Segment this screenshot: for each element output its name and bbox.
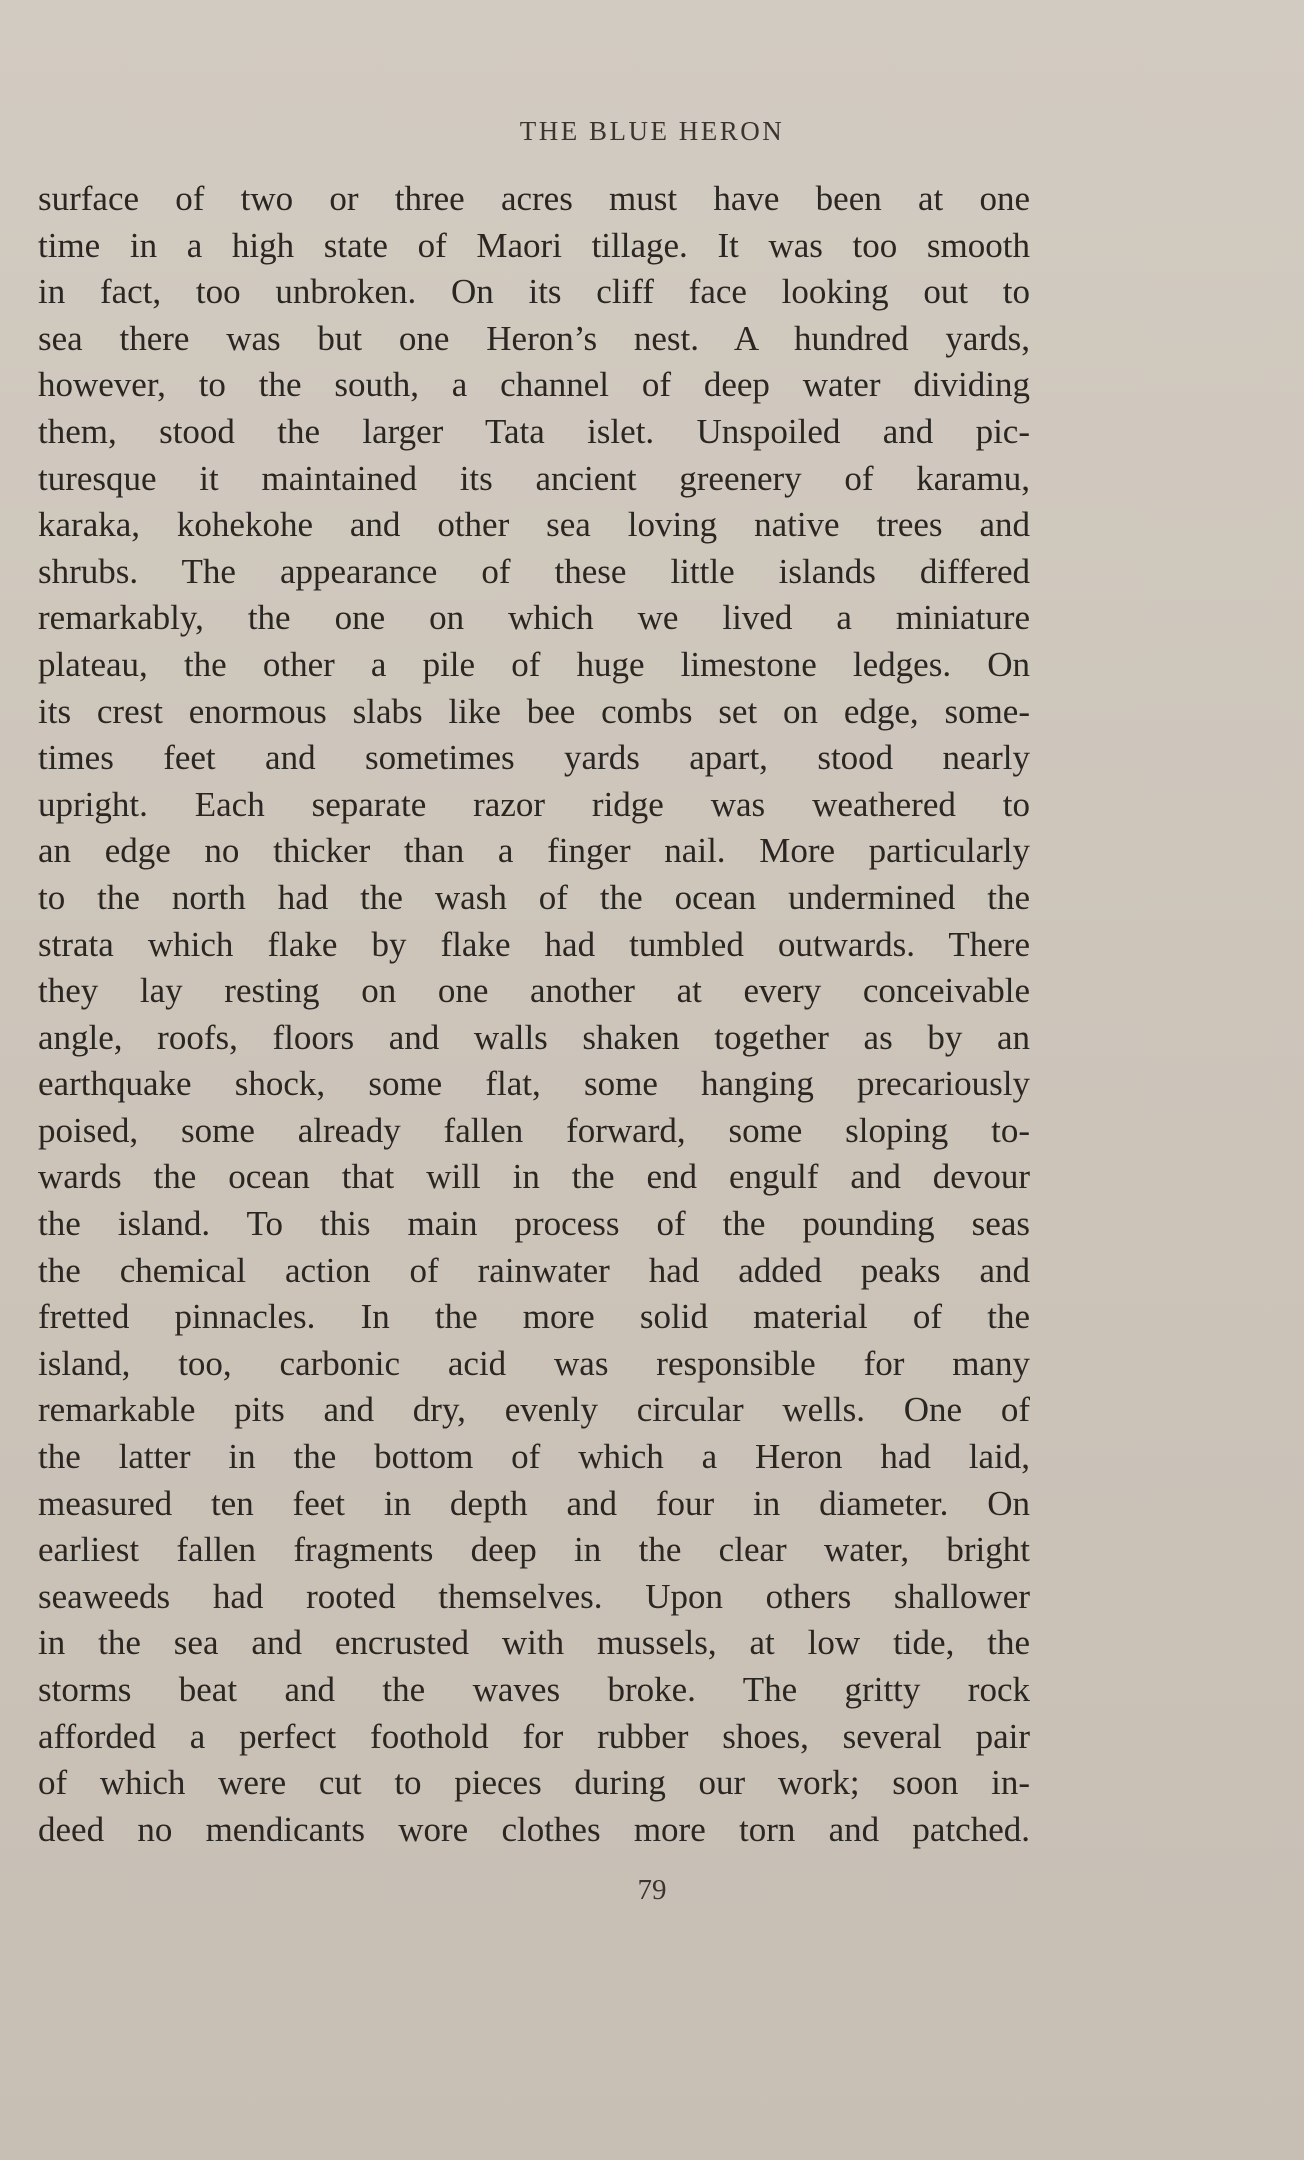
text-line: seaweeds had rooted themselves. Upon others shallower <box>38 1576 1030 1616</box>
text-line: wards the ocean that will in the end engulf and devour <box>38 1157 1030 1197</box>
text-line: its crest enormous slabs like bee combs set on edge, some- <box>38 691 1030 731</box>
text-line: afforded a perfect foothold for rubber shoes, several pair <box>38 1716 1030 1756</box>
text-line: surface of two or three acres must have been at one <box>38 179 1030 218</box>
body-paragraph <box>38 176 1030 1853</box>
text-line: turesque it maintained its ancient greenery of karamu, <box>38 458 1030 498</box>
text-line: earthquake shock, some flat, some hanging precariously <box>38 1064 1030 1104</box>
text-line: them, stood the larger Tata islet. Unspoiled and pic- <box>38 411 1030 451</box>
text-line: storms beat and the waves broke. The gritty rock <box>38 1670 1030 1709</box>
text-line: to the north had the wash of the ocean undermined the <box>38 877 1030 917</box>
text-line: in fact, too unbroken. On its cliff face looking out to <box>38 272 1030 312</box>
page-number: 79 <box>637 1874 667 1906</box>
text-line: time in a high state of Maori tillage. It was too smooth <box>38 225 1030 265</box>
text-line: upright. Each separate razor ridge was weathered to <box>38 784 1030 824</box>
text-line: sea there was but one Heron’s nest. A hundred yards, <box>38 318 1030 358</box>
text-line: remarkably, the one on which we lived a miniature <box>38 598 1030 638</box>
text-line: an edge no thicker than a finger nail. More particularly <box>38 831 1030 871</box>
text-line: strata which flake by flake had tumbled outwards. There <box>38 924 1030 964</box>
text-line: shrubs. The appearance of these little islands differed <box>38 551 1030 591</box>
text-line: karaka, kohekohe and other sea loving native trees and <box>38 505 1030 545</box>
text-line: the chemical action of rainwater had added peaks and <box>38 1250 1030 1290</box>
text-line: they lay resting on one another at every conceivable <box>38 971 1030 1011</box>
text-line: deed no mendicants wore clothes more torn and patched. <box>38 1809 1030 1849</box>
text-line: however, to the south, a channel of deep water dividing <box>38 365 1030 405</box>
text-line: earliest fallen fragments deep in the clear water, bright <box>38 1530 1030 1570</box>
text-line: the latter in the bottom of which a Heron had laid, <box>38 1437 1030 1477</box>
text-line: of which were cut to pieces during our work; soon in- <box>38 1763 1030 1803</box>
text-line: island, too, carbonic acid was responsible for many <box>38 1343 1030 1383</box>
text-line: poised, some already fallen forward, some sloping to- <box>38 1110 1030 1150</box>
text-line: measured ten feet in depth and four in diameter. On <box>38 1483 1030 1523</box>
text-line: remarkable pits and dry, evenly circular wells. One of <box>38 1390 1030 1430</box>
text-line: angle, roofs, floors and walls shaken together as by an <box>38 1017 1030 1057</box>
text-line: times feet and sometimes yards apart, stood nearly <box>38 738 1030 778</box>
text-line: the island. To this main process of the pounding seas <box>38 1204 1030 1244</box>
text-line: in the sea and encrusted with mussels, at low tide, the <box>38 1623 1030 1663</box>
text-line: plateau, the other a pile of huge limestone ledges. On <box>38 644 1030 684</box>
running-head: THE BLUE HERON <box>519 116 785 146</box>
text-line: fretted pinnacles. In the more solid material of the <box>38 1297 1030 1337</box>
